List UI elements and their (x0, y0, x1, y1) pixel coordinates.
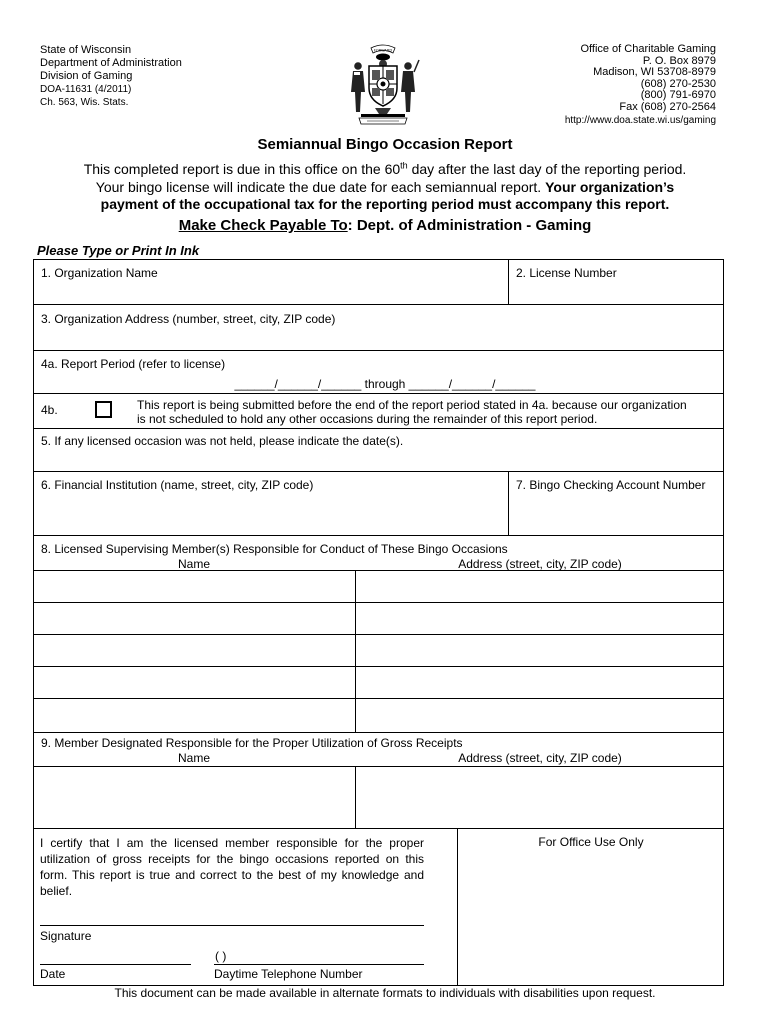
phone-line[interactable] (214, 964, 424, 965)
accessibility-footer: This document can be made available in alternate formats to individuals with disabilities upon request. (114, 986, 656, 1000)
field-4b-text-2: is not scheduled to hold any other occasions during the remainder of this report period. (137, 412, 598, 426)
instructions-label: Please Type or Print In Ink (37, 243, 200, 258)
field-8-address-header: Address (street, city, ZIP code) (458, 557, 622, 571)
payable-label: Make Check Payable To (178, 217, 348, 234)
intro-line-1: This completed report is due in this office on the 60th day after the last day of the reporting period. (83, 160, 687, 177)
state-name: State of Wisconsin (40, 44, 132, 56)
seal-banner-text: FORWARD (373, 48, 393, 53)
intro-text (0, 161, 770, 214)
report-period-dates[interactable]: ______/______/______ through ______/______/______ (234, 377, 536, 391)
field-8-name-header: Name (177, 557, 210, 571)
field-9-name-header: Name (177, 751, 210, 765)
supervising-member-address-3[interactable] (357, 635, 723, 665)
certification-text: I certify that I am the licensed member responsible for the proper utilization of gross receipts for the bingo occasions reported on this form. This report is true and correct to the best of my knowledge and belief. (40, 836, 424, 898)
supervising-member-address-1[interactable] (357, 571, 723, 601)
signature-label: Signature (40, 929, 92, 943)
occasion-not-held-input[interactable] (40, 450, 716, 468)
field-9-label: 9. Member Designated Responsible for the Proper Utilization of Gross Receipts (41, 736, 463, 750)
supervising-member-name-4[interactable] (34, 667, 354, 697)
field-4b-text-1: This report is being submitted before the end of the report period stated in 4a. because our organization (137, 398, 687, 412)
field-3-label: 3. Organization Address (number, street, city, ZIP code) (41, 312, 336, 326)
office-phone-2: (800) 791-6970 (640, 89, 716, 101)
designated-member-name-input[interactable] (34, 767, 354, 827)
supervising-member-name-5[interactable] (34, 699, 354, 731)
intro-line-2: Your bingo license will indicate the due date for each semiannual report. Your organization’s (95, 178, 675, 195)
field-6-label: 6. Financial Institution (name, street, city, ZIP code) (41, 478, 314, 492)
supervising-member-address-2[interactable] (357, 603, 723, 633)
field-4a-label: 4a. Report Period (refer to license) (41, 357, 226, 371)
form-title: Semiannual Bingo Occasion Report (257, 136, 513, 153)
po-box: P. O. Box 8979 (642, 54, 716, 67)
office-name: Office of Charitable Gaming (580, 43, 716, 55)
date-line[interactable] (40, 964, 191, 965)
supervising-member-name-3[interactable] (34, 635, 354, 665)
phone-label: Daytime Telephone Number (214, 967, 363, 981)
field-7-label: 7. Bingo Checking Account Number (516, 478, 706, 492)
office-fax: Fax (608) 270-2564 (619, 100, 716, 113)
state-seal-icon (345, 42, 421, 128)
payable-line: Make Check Payable To: Dept. of Administration - Gaming (178, 217, 592, 234)
office-phone-1: (608) 270-2530 (640, 77, 716, 90)
early-submission-checkbox[interactable] (95, 401, 112, 418)
field-4b-label: 4b. (41, 403, 58, 417)
supervising-member-address-5[interactable] (357, 699, 723, 731)
intro-line-3: payment of the occupational tax for the reporting period must accompany this report. (100, 196, 670, 212)
office-city: Madison, WI 53708-8979 (593, 66, 716, 78)
field-5-label: 5. If any licensed occasion was not held, please indicate the date(s). (41, 434, 404, 448)
field-8-label: 8. Licensed Supervising Member(s) Responsible for Conduct of These Bingo Occasions (41, 542, 508, 556)
date-label: Date (40, 967, 66, 981)
checking-account-input[interactable] (515, 495, 715, 531)
division-name: Division of Gaming (40, 70, 133, 82)
office-use-label: For Office Use Only (538, 835, 644, 849)
field-1-label: 1. Organization Name (41, 266, 158, 280)
field-2-label: 2. License Number (516, 266, 617, 280)
department-name: Department of Administration (40, 57, 182, 69)
field-9-address-header: Address (street, city, ZIP code) (458, 751, 622, 765)
office-url[interactable]: http://www.doa.state.wi.us/gaming (564, 115, 716, 126)
office-contact (565, 44, 716, 127)
supervising-member-name-1[interactable] (34, 571, 354, 601)
statute-ref: Ch. 563, Wis. Stats. (40, 97, 129, 108)
designated-member-address-input[interactable] (357, 767, 723, 827)
financial-institution-input[interactable] (40, 495, 500, 531)
payable-value: Dept. of Administration - Gaming (352, 217, 592, 234)
phone-area-code: ( ) (215, 949, 227, 963)
organization-name-input[interactable] (40, 282, 500, 302)
signature-line[interactable] (40, 925, 424, 926)
license-number-input[interactable] (515, 282, 715, 302)
organization-address-input[interactable] (40, 328, 716, 348)
agency-header (40, 44, 182, 109)
form-id: DOA-11631 (4/2011) (40, 84, 132, 95)
supervising-member-address-4[interactable] (357, 667, 723, 697)
supervising-member-name-2[interactable] (34, 603, 354, 633)
